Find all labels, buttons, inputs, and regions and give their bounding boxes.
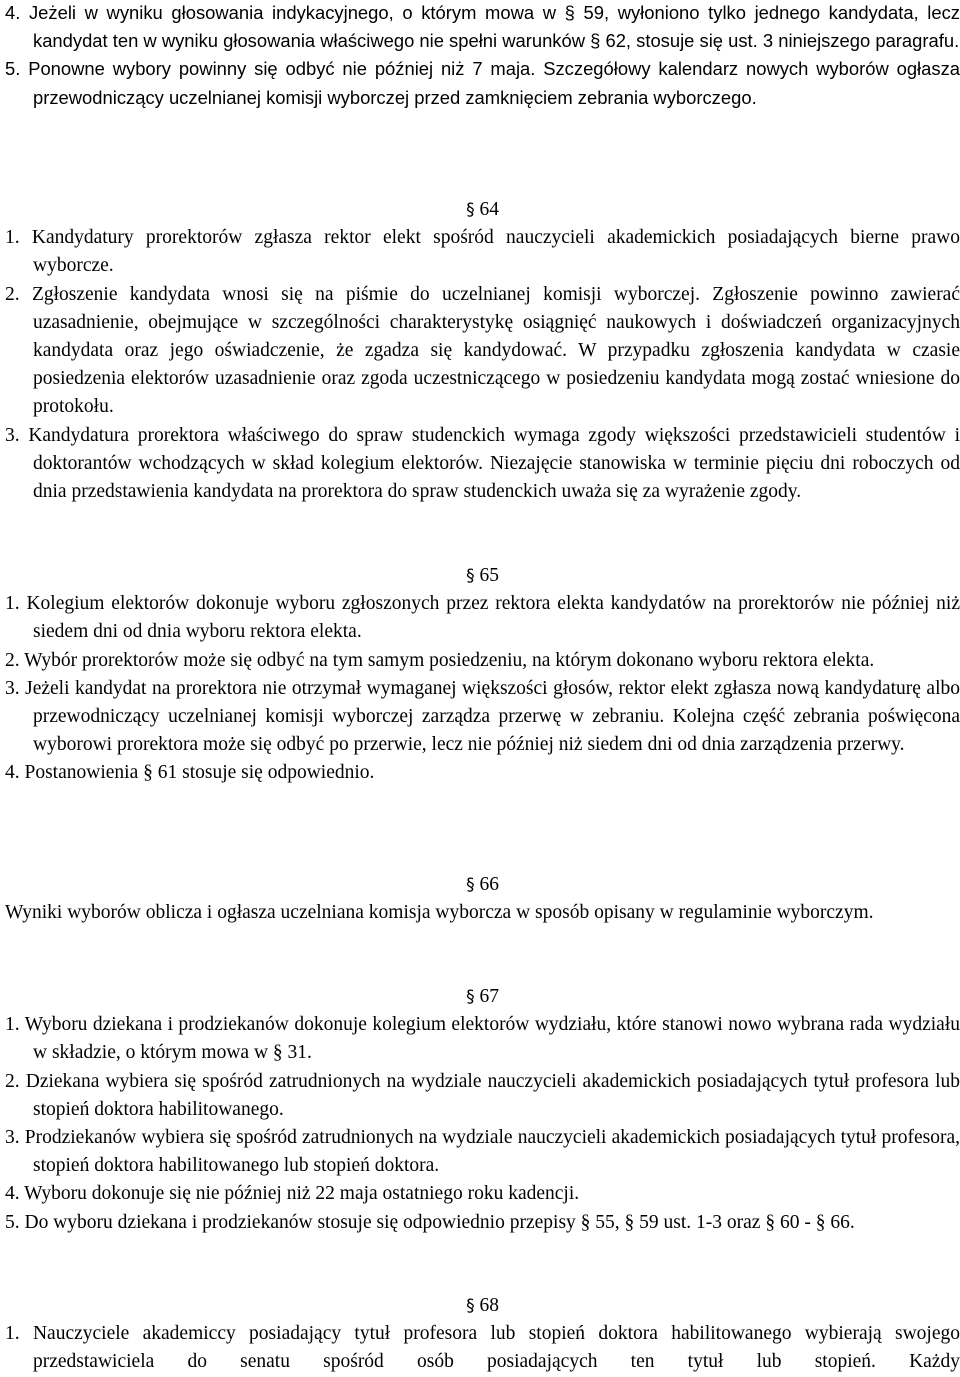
paragraph-item-5: 5. Ponowne wybory powinny się odbyć nie później niż 7 maja. Szczegółowy kalendarz nowych wyborów ogłasza przewodniczący uczelnianej komisji wyborczej przed zamknięciem zebrania wyborczego. <box>5 58 960 108</box>
continuation-block <box>5 0 960 112</box>
paragraph-text: Wyniki wyborów oblicza i ogłasza uczelniana komisja wyborcza w sposób opisany w regulaminie wyborczym. <box>5 902 874 924</box>
section-heading <box>5 196 960 224</box>
section-sign: § <box>466 1296 475 1316</box>
paragraph-item-3: 3. Prodziekanów wybiera się spośród zatrudnionych na wydziale nauczycieli akademickich posiadających tytuł profesora, stopień doktora habilitowanego lub stopień doktora. <box>5 1127 960 1177</box>
paragraph-item-4: 4. Postanowienia § 61 stosuje się odpowiednio. <box>5 762 375 784</box>
section-number: 65 <box>479 565 499 586</box>
paragraph-item-1: 1. Wyboru dziekana i prodziekanów dokonuje kolegium elektorów wydziału, które stanowi nowo wybrana rada wydziału w składzie, o którym mowa w § 31. <box>5 1014 960 1064</box>
paragraph-item-2: 2. Wybór prorektorów może się odbyć na tym samym posiedzeniu, na którym dokonano wyboru rektora elekta. <box>5 649 875 671</box>
paragraph-item-5: 5. Do wyboru dziekana i prodziekanów stosuje się odpowiednio przepisy § 55, § 59 ust. 1-3 oraz § 60 - § 66. <box>5 1211 855 1233</box>
section-heading <box>5 983 960 1011</box>
paragraph-item-4: 4. Wyboru dokonuje się nie później niż 22 maja ostatniego roku kadencji. <box>5 1183 580 1205</box>
section-sign: § <box>466 566 475 586</box>
paragraph-item-1: 1. Kandydatury prorektorów zgłasza rektor elekt spośród nauczycieli akademickich posiadających bierne prawo wyborcze. <box>5 227 960 277</box>
section-sign: § <box>466 875 475 895</box>
paragraph-item-1: 1. Kolegium elektorów dokonuje wyboru zgłoszonych przez rektora elekta kandydatów na prorektorów nie później niż siedem dni od dnia wyboru rektora elekta. <box>5 593 960 643</box>
section-66 <box>5 871 960 927</box>
section-heading <box>5 1292 960 1320</box>
paragraph-item-1: 1. Nauczyciele akademiccy posiadający tytuł profesora lub stopień doktora habilitowanego wybierają swojego przedstawiciela do senatu spośród osób posiadających ten tytuł lub stopień. Każdy <box>5 1323 960 1373</box>
section-sign: § <box>466 200 475 220</box>
section-number: 68 <box>479 1295 499 1316</box>
section-heading <box>5 871 960 899</box>
section-68 <box>5 1292 960 1377</box>
paragraph-item-3: 3. Jeżeli kandydat na prorektora nie otrzymał wymaganej większości głosów, rektor elekt zgłasza nową kandydaturę albo przewodniczący uczelnianej komisji wyborczej zarządza przerwę w zebraniu. Kolejna część zebrania poświęcona wyborowi prorektora może się odbyć po przerwie, lecz nie później niż siedem dni od dnia zarządzenia przerwy. <box>5 677 960 756</box>
section-number: 66 <box>479 874 499 895</box>
paragraph-item-2: 2. Zgłoszenie kandydata wnosi się na piśmie do uczelnianej komisji wyborczej. Zgłoszenie powinno zawierać uzasadnienie, obejmujące w szczególności charakterystykę osiągnięć naukowych i doświadczeń organizacyjnych kandydata oraz jego oświadczenie, że zgadza się kandydować. W przypadku zgłoszenia kandydata w czasie posiedzenia elektorów uzasadnienie oraz zgoda uczestniczącego w posiedzeniu kandydata mogą zostać wniesione do protokołu. <box>5 283 960 418</box>
section-number: 64 <box>479 199 499 220</box>
section-65 <box>5 562 960 788</box>
section-64 <box>5 196 960 506</box>
paragraph-item-4: 4. Jeżeli w wyniku głosowania indykacyjnego, o którym mowa w § 59, wyłoniono tylko jednego kandydata, lecz kandydat ten w wyniku głosowania właściwego nie spełni warunków § 62, stosuje się ust. 3 niniejszego paragrafu. <box>5 2 960 52</box>
paragraph-item-3: 3. Kandydatura prorektora właściwego do spraw studenckich wymaga zgody większości przedstawicieli studentów i doktorantów wchodzących w skład kolegium elektorów. Niezajęcie stanowiska w terminie pięciu dni roboczych od dnia przedstawienia kandydata na prorektora do spraw studenckich uważa się za wyrażenie zgody. <box>5 424 960 503</box>
section-sign: § <box>466 987 475 1007</box>
section-number: 67 <box>479 986 499 1007</box>
paragraph-item-2: 2. Dziekana wybiera się spośród zatrudnionych na wydziale nauczycieli akademickich posiadających tytuł profesora lub stopień doktora habilitowanego. <box>5 1070 960 1120</box>
section-67 <box>5 983 960 1237</box>
section-heading <box>5 562 960 590</box>
